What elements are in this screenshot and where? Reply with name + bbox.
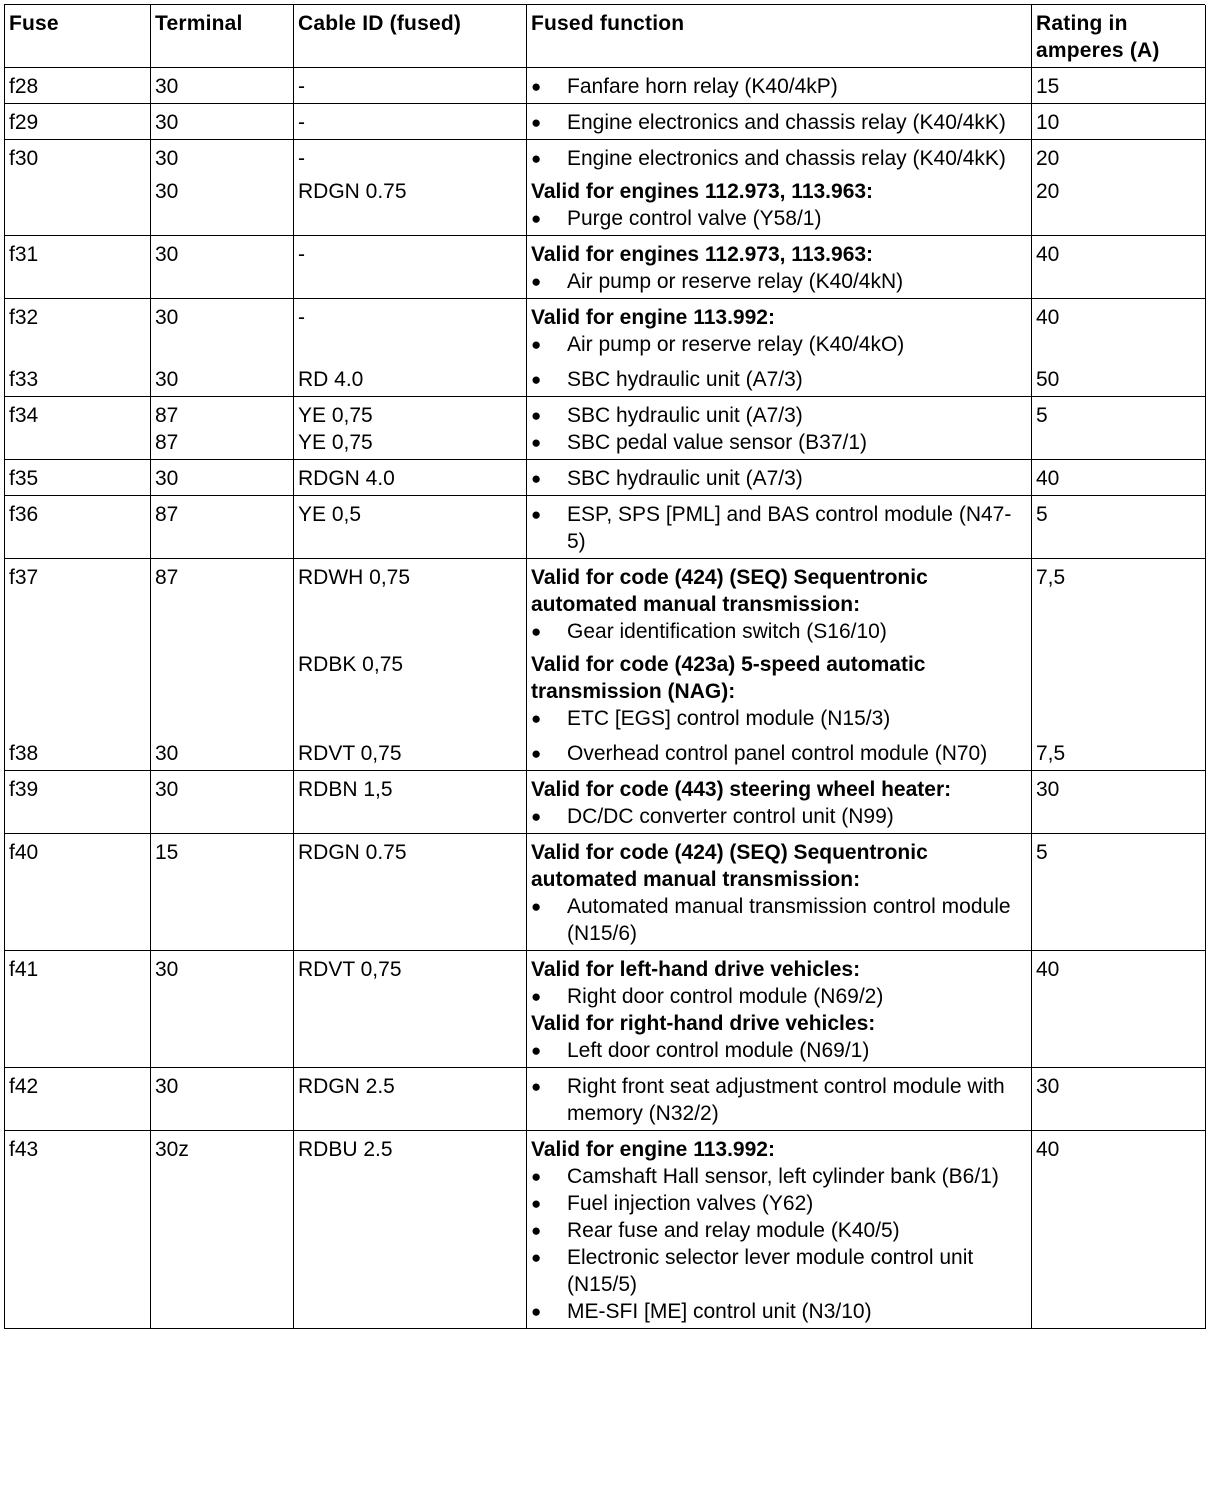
bullet-item — [531, 109, 1027, 136]
bullet-icon: ● — [531, 622, 542, 641]
bullet-item — [531, 1190, 1027, 1217]
bullet-icon: ● — [531, 1167, 542, 1186]
terminal-value: 87 — [155, 431, 179, 454]
rating-entry — [1036, 402, 1201, 456]
cable-value: RDBU 2.5 — [298, 1138, 393, 1161]
rating-entry — [1036, 1073, 1201, 1127]
terminal-value: 30z — [155, 1138, 189, 1161]
bullet-icon: ● — [531, 709, 542, 728]
cable-value: YE 0,75 — [298, 404, 373, 427]
cable-value: RDGN 4.0 — [298, 467, 395, 490]
condition-heading: Valid for engines 112.973, 113.963: — [531, 180, 874, 203]
terminal-entry — [155, 304, 289, 358]
fused-function-cell — [527, 496, 1032, 559]
cable-entry — [298, 73, 522, 100]
fuse-cell: f31 — [5, 236, 151, 299]
fuse-cell: f34 — [5, 397, 151, 460]
fused-function-cell — [527, 834, 1032, 951]
rating-value: 10 — [1036, 111, 1060, 134]
cable-entry — [298, 109, 522, 136]
rating-entry — [1036, 501, 1201, 555]
cable-entry — [298, 241, 522, 295]
rating-value: 20 — [1036, 180, 1060, 203]
function-entry — [531, 776, 1027, 830]
fuse-cell: f35 — [5, 460, 151, 496]
bullet-item — [531, 983, 1027, 1010]
bullet-icon: ● — [531, 1077, 542, 1096]
bullet-icon: ● — [531, 209, 542, 228]
fused-function-cell — [527, 68, 1032, 104]
terminal-cell — [151, 834, 294, 951]
cable-id-cell — [294, 460, 527, 496]
bullet-text: SBC pedal value sensor (B37/1) — [567, 431, 867, 454]
function-entry — [531, 145, 1027, 172]
function-entry — [531, 465, 1027, 492]
condition-heading: Valid for code (424) (SEQ) Sequentronic automated manual transmission: — [531, 566, 928, 616]
cable-value: RDBK 0,75 — [298, 653, 404, 676]
rating-value: 7,5 — [1036, 742, 1066, 765]
cable-value: - — [298, 75, 305, 98]
function-entry — [531, 740, 1027, 767]
terminal-entry — [155, 501, 289, 555]
bullet-item — [531, 740, 1027, 767]
bullet-text: Camshaft Hall sensor, left cylinder bank (B6/1) — [567, 1165, 999, 1188]
bullet-icon: ● — [531, 1041, 542, 1060]
bullet-text: Fanfare horn relay (K40/4kP) — [567, 75, 838, 98]
terminal-entry — [155, 1136, 289, 1325]
terminal-entry — [155, 178, 289, 232]
fuse-cell: f37 — [5, 559, 151, 735]
bullet-item — [531, 501, 1027, 555]
terminal-entry — [155, 366, 289, 393]
bullet-item — [531, 73, 1027, 100]
cable-id-cell — [294, 68, 527, 104]
function-entry — [531, 564, 1027, 645]
fuse-cell: f39 — [5, 771, 151, 834]
terminal-cell — [151, 771, 294, 834]
cable-value: YE 0,75 — [298, 431, 373, 454]
condition-heading: Valid for engine 113.992: — [531, 306, 775, 329]
fuse-cell: f42 — [5, 1068, 151, 1131]
rating-value: 5 — [1036, 404, 1048, 427]
terminal-value: 87 — [155, 503, 179, 526]
rating-cell — [1032, 299, 1206, 361]
bullet-text: Engine electronics and chassis relay (K40/4kK) — [567, 147, 1006, 170]
bullet-icon: ● — [531, 1221, 542, 1240]
function-entry — [531, 366, 1027, 393]
cable-value: RD 4.0 — [298, 368, 364, 391]
bullet-item — [531, 402, 1027, 429]
fuse-cell: f32 — [5, 299, 151, 361]
cable-id-cell — [294, 299, 527, 361]
bullet-item — [531, 1073, 1027, 1127]
cable-id-cell — [294, 361, 527, 397]
terminal-entry — [155, 956, 289, 1064]
bullet-text: ESP, SPS [PML] and BAS control module (N47-5) — [567, 503, 1012, 553]
bullet-icon: ● — [531, 469, 542, 488]
cable-value: RDGN 0.75 — [298, 841, 407, 864]
rating-entry — [1036, 564, 1201, 645]
fuse-cell: f28 — [5, 68, 151, 104]
cable-entry — [298, 776, 522, 830]
fused-function-cell — [527, 140, 1032, 236]
terminal-cell — [151, 460, 294, 496]
fused-function-cell — [527, 559, 1032, 735]
cable-entry — [298, 740, 522, 767]
terminal-value: 30 — [155, 243, 179, 266]
condition-heading: Valid for left-hand drive vehicles: — [531, 958, 861, 981]
bullet-text: Electronic selector lever module control unit (N15/5) — [567, 1246, 974, 1296]
cable-id-cell — [294, 1131, 527, 1329]
function-entry — [531, 178, 1027, 232]
terminal-cell — [151, 68, 294, 104]
cable-entry — [298, 366, 522, 393]
fuse-cell: f38 — [5, 735, 151, 771]
function-entry — [531, 839, 1027, 947]
fuse-cell: f30 — [5, 140, 151, 236]
cable-value: - — [298, 111, 305, 134]
header-fused-function: Fused function — [527, 5, 1032, 68]
condition-heading: Valid for engine 113.992: — [531, 1138, 775, 1161]
bullet-item — [531, 893, 1027, 947]
bullet-item — [531, 465, 1027, 492]
bullet-icon: ● — [531, 987, 542, 1006]
terminal-value: 30 — [155, 111, 179, 134]
cable-entry — [298, 402, 522, 456]
bullet-icon: ● — [531, 149, 542, 168]
cable-id-cell — [294, 1068, 527, 1131]
terminal-entry — [155, 109, 289, 136]
terminal-entry — [155, 564, 289, 645]
terminal-cell — [151, 361, 294, 397]
bullet-icon: ● — [531, 113, 542, 132]
terminal-cell — [151, 1131, 294, 1329]
rating-entry — [1036, 740, 1201, 767]
rating-cell — [1032, 1131, 1206, 1329]
cable-entry — [298, 465, 522, 492]
terminal-value: 87 — [155, 404, 179, 427]
terminal-cell — [151, 140, 294, 236]
fused-function-cell — [527, 299, 1032, 361]
bullet-text: DC/DC converter control unit (N99) — [567, 805, 894, 828]
cable-entry — [298, 956, 522, 1064]
rating-cell — [1032, 361, 1206, 397]
bullet-item — [531, 618, 1027, 645]
condition-heading: Valid for code (423a) 5-speed automatic transmission (NAG): — [531, 653, 926, 703]
bullet-item — [531, 1037, 1027, 1064]
bullet-icon: ● — [531, 433, 542, 452]
cable-value: RDGN 0.75 — [298, 180, 407, 203]
function-entry — [531, 651, 1027, 732]
fuse-cell: f33 — [5, 361, 151, 397]
terminal-entry — [155, 651, 289, 732]
terminal-value: 30 — [155, 1075, 179, 1098]
rating-entry — [1036, 651, 1201, 732]
bullet-text: Engine electronics and chassis relay (K40/4kK) — [567, 111, 1006, 134]
cable-id-cell — [294, 496, 527, 559]
fused-function-cell — [527, 771, 1032, 834]
bullet-text: ETC [EGS] control module (N15/3) — [567, 707, 891, 730]
fused-function-cell — [527, 104, 1032, 140]
cable-entry — [298, 178, 522, 232]
rating-entry — [1036, 956, 1201, 1064]
fused-function-cell — [527, 397, 1032, 460]
bullet-text: Overhead control panel control module (N70) — [567, 742, 988, 765]
bullet-icon: ● — [531, 406, 542, 425]
terminal-value: 30 — [155, 958, 179, 981]
bullet-item — [531, 145, 1027, 172]
terminal-entry — [155, 145, 289, 172]
terminal-value: 30 — [155, 742, 179, 765]
rating-entry — [1036, 178, 1201, 232]
terminal-cell — [151, 496, 294, 559]
rating-entry — [1036, 241, 1201, 295]
function-entry — [531, 1136, 1027, 1325]
bullet-text: Air pump or reserve relay (K40/4kN) — [567, 270, 904, 293]
condition-heading: Valid for code (424) (SEQ) Sequentronic automated manual transmission: — [531, 841, 928, 891]
bullet-text: Purge control valve (Y58/1) — [567, 207, 822, 230]
rating-entry — [1036, 145, 1201, 172]
terminal-value: 30 — [155, 778, 179, 801]
bullet-text: Rear fuse and relay module (K40/5) — [567, 1219, 900, 1242]
rating-entry — [1036, 839, 1201, 947]
rating-cell — [1032, 735, 1206, 771]
terminal-entry — [155, 776, 289, 830]
terminal-entry — [155, 73, 289, 100]
fused-function-cell — [527, 735, 1032, 771]
terminal-value: 30 — [155, 180, 179, 203]
bullet-text: SBC hydraulic unit (A7/3) — [567, 368, 803, 391]
fused-function-cell — [527, 236, 1032, 299]
bullet-item — [531, 205, 1027, 232]
cable-value: YE 0,5 — [298, 503, 362, 526]
bullet-text: Gear identification switch (S16/10) — [567, 620, 887, 643]
rating-value: 7,5 — [1036, 566, 1066, 589]
rating-entry — [1036, 304, 1201, 358]
function-entry — [531, 109, 1027, 136]
rating-cell — [1032, 771, 1206, 834]
rating-entry — [1036, 366, 1201, 393]
header-rating: Rating in amperes (A) — [1032, 5, 1206, 68]
bullet-icon: ● — [531, 77, 542, 96]
function-entry — [531, 956, 1027, 1064]
bullet-item — [531, 1217, 1027, 1244]
terminal-cell — [151, 951, 294, 1068]
bullet-text: Air pump or reserve relay (K40/4kO) — [567, 333, 905, 356]
fused-function-cell — [527, 1068, 1032, 1131]
terminal-entry — [155, 402, 289, 456]
cable-value: RDWH 0,75 — [298, 566, 411, 589]
terminal-cell — [151, 735, 294, 771]
rating-value: 50 — [1036, 368, 1060, 391]
header-fuse: Fuse — [5, 5, 151, 68]
cable-id-cell — [294, 104, 527, 140]
cable-id-cell — [294, 397, 527, 460]
cable-value: - — [298, 147, 305, 170]
bullet-text: Right door control module (N69/2) — [567, 985, 884, 1008]
rating-cell — [1032, 140, 1206, 236]
rating-entry — [1036, 109, 1201, 136]
rating-value: 40 — [1036, 306, 1060, 329]
fused-function-cell — [527, 361, 1032, 397]
bullet-icon: ● — [531, 897, 542, 916]
rating-cell — [1032, 834, 1206, 951]
rating-value: 40 — [1036, 958, 1060, 981]
fuse-cell: f36 — [5, 496, 151, 559]
rating-value: 40 — [1036, 467, 1060, 490]
rating-value: 20 — [1036, 147, 1060, 170]
cable-id-cell — [294, 236, 527, 299]
terminal-entry — [155, 839, 289, 947]
terminal-value: 30 — [155, 306, 179, 329]
bullet-icon: ● — [531, 1248, 542, 1267]
bullet-text: Automated manual transmission control module (N15/6) — [567, 895, 1011, 945]
rating-cell — [1032, 559, 1206, 735]
bullet-item — [531, 366, 1027, 393]
terminal-value: 30 — [155, 368, 179, 391]
bullet-icon: ● — [531, 1194, 542, 1213]
bullet-icon: ● — [531, 335, 542, 354]
cable-value: - — [298, 306, 305, 329]
cable-id-cell — [294, 951, 527, 1068]
cable-id-cell — [294, 559, 527, 735]
terminal-cell — [151, 104, 294, 140]
terminal-cell — [151, 559, 294, 735]
cable-entry — [298, 501, 522, 555]
terminal-cell — [151, 397, 294, 460]
cable-value: RDVT 0,75 — [298, 742, 402, 765]
rating-cell — [1032, 104, 1206, 140]
cable-entry — [298, 304, 522, 358]
bullet-item — [531, 331, 1027, 358]
rating-cell — [1032, 1068, 1206, 1131]
cable-id-cell — [294, 834, 527, 951]
header-terminal: Terminal — [151, 5, 294, 68]
condition-heading: Valid for engines 112.973, 113.963: — [531, 243, 874, 266]
terminal-value: 15 — [155, 841, 179, 864]
cable-id-cell — [294, 735, 527, 771]
rating-value: 30 — [1036, 1075, 1060, 1098]
bullet-icon: ● — [531, 505, 542, 524]
bullet-item — [531, 1163, 1027, 1190]
terminal-entry — [155, 241, 289, 295]
bullet-item — [531, 429, 1027, 456]
terminal-value: 30 — [155, 147, 179, 170]
cable-entry — [298, 651, 522, 732]
rating-cell — [1032, 68, 1206, 104]
bullet-text: SBC hydraulic unit (A7/3) — [567, 467, 803, 490]
rating-value: 30 — [1036, 778, 1060, 801]
bullet-text: Left door control module (N69/1) — [567, 1039, 870, 1062]
condition-heading: Valid for code (443) steering wheel heater: — [531, 778, 952, 801]
fused-function-cell — [527, 1131, 1032, 1329]
function-entry — [531, 304, 1027, 358]
function-entry — [531, 1073, 1027, 1127]
bullet-icon: ● — [531, 272, 542, 291]
fuse-cell: f29 — [5, 104, 151, 140]
terminal-cell — [151, 1068, 294, 1131]
rating-value: 15 — [1036, 75, 1060, 98]
bullet-item — [531, 803, 1027, 830]
fuse-table-document — [4, 4, 1205, 1329]
fuse-cell: f40 — [5, 834, 151, 951]
bullet-text: SBC hydraulic unit (A7/3) — [567, 404, 803, 427]
fused-function-cell — [527, 460, 1032, 496]
bullet-text: ME-SFI [ME] control unit (N3/10) — [567, 1300, 872, 1323]
function-entry — [531, 501, 1027, 555]
function-entry — [531, 402, 1027, 456]
cable-entry — [298, 1073, 522, 1127]
terminal-value: 30 — [155, 75, 179, 98]
bullet-item — [531, 268, 1027, 295]
fuse-table — [4, 4, 1205, 1329]
rating-cell — [1032, 460, 1206, 496]
function-entry — [531, 241, 1027, 295]
cable-entry — [298, 839, 522, 947]
bullet-text: Right front seat adjustment control module with memory (N32/2) — [567, 1075, 1005, 1125]
rating-cell — [1032, 496, 1206, 559]
header-cable-id: Cable ID (fused) — [294, 5, 527, 68]
rating-value: 40 — [1036, 243, 1060, 266]
bullet-icon: ● — [531, 807, 542, 826]
terminal-entry — [155, 1073, 289, 1127]
terminal-entry — [155, 465, 289, 492]
bullet-text: Fuel injection valves (Y62) — [567, 1192, 814, 1215]
bullet-item — [531, 1298, 1027, 1325]
bullet-icon: ● — [531, 1302, 542, 1321]
bullet-icon: ● — [531, 370, 542, 389]
function-entry — [531, 73, 1027, 100]
terminal-entry — [155, 740, 289, 767]
cable-id-cell — [294, 140, 527, 236]
rating-value: 5 — [1036, 503, 1048, 526]
rating-entry — [1036, 1136, 1201, 1325]
cable-value: RDBN 1,5 — [298, 778, 393, 801]
terminal-value: 30 — [155, 467, 179, 490]
rating-cell — [1032, 236, 1206, 299]
bullet-icon: ● — [531, 744, 542, 763]
cable-value: RDGN 2.5 — [298, 1075, 395, 1098]
rating-value: 40 — [1036, 1138, 1060, 1161]
fused-function-cell — [527, 951, 1032, 1068]
rating-cell — [1032, 397, 1206, 460]
cable-value: - — [298, 243, 305, 266]
cable-entry — [298, 564, 522, 645]
fuse-cell: f41 — [5, 951, 151, 1068]
condition-heading: Valid for right-hand drive vehicles: — [531, 1012, 876, 1035]
terminal-cell — [151, 236, 294, 299]
rating-entry — [1036, 73, 1201, 100]
cable-entry — [298, 145, 522, 172]
rating-entry — [1036, 465, 1201, 492]
bullet-item — [531, 705, 1027, 732]
rating-cell — [1032, 951, 1206, 1068]
rating-entry — [1036, 776, 1201, 830]
bullet-item — [531, 1244, 1027, 1298]
fuse-cell: f43 — [5, 1131, 151, 1329]
terminal-value: 87 — [155, 566, 179, 589]
terminal-cell — [151, 299, 294, 361]
rating-value: 5 — [1036, 841, 1048, 864]
cable-entry — [298, 1136, 522, 1325]
cable-id-cell — [294, 771, 527, 834]
cable-value: RDVT 0,75 — [298, 958, 402, 981]
